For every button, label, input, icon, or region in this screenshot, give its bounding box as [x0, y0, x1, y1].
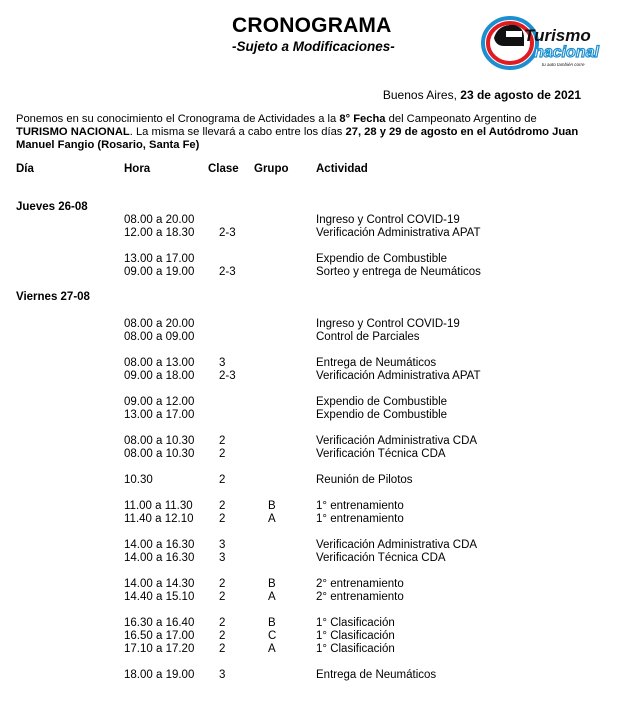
schedule-cell-hora: 08.00 a 20.00: [124, 318, 195, 330]
schedule-cell-hora: 18.00 a 19.00: [124, 669, 195, 681]
schedule-cell-clase: 2-3: [219, 370, 236, 382]
schedule-cell-clase: 2: [219, 591, 226, 603]
schedule-cell-hora: 13.00 a 17.00: [124, 409, 195, 421]
schedule-cell-actividad: Ingreso y Control COVID-19: [316, 318, 460, 330]
schedule-cell-actividad: Reunión de Pilotos: [316, 474, 413, 486]
schedule-cell-hora: 08.00 a 20.00: [124, 214, 195, 226]
schedule-cell-hora: 11.40 a 12.10: [124, 513, 194, 525]
column-header-actividad: Actividad: [316, 163, 368, 175]
intro-category: TURISMO NACIONAL: [16, 126, 130, 138]
schedule-cell-actividad: Verificación Administrativa APAT: [316, 227, 481, 239]
schedule-cell-actividad: Expendio de Combustible: [316, 253, 448, 265]
schedule-cell-hora: 08.00 a 10.30: [124, 448, 195, 460]
intro-text-1: Ponemos en su conocimiento el Cronograma de Actividades a la: [16, 113, 340, 125]
schedule-cell-actividad: Verificación Administrativa CDA: [316, 539, 478, 551]
schedule-cell-actividad: Expendio de Combustible: [316, 409, 448, 421]
schedule-cell-actividad: 1° entrenamiento: [316, 513, 404, 525]
schedule-cell-hora: 14.40 a 15.10: [124, 591, 195, 603]
schedule-cell-actividad: Verificación Técnica CDA: [316, 448, 446, 460]
day-label: Jueves 26-08: [16, 201, 88, 213]
schedule-cell-clase: 2: [219, 500, 226, 512]
schedule-cell-clase: 2: [219, 448, 226, 460]
schedule-cell-hora: 16.50 a 17.00: [124, 630, 195, 642]
logo-word-2: nacional: [534, 44, 599, 61]
dateline-date: 23 de agosto de 2021: [460, 88, 581, 102]
schedule-cell-hora: 16.30 a 16.40: [124, 617, 195, 629]
schedule-cell-actividad: Verificación Administrativa CDA: [316, 435, 478, 447]
schedule-cell-clase: 3: [219, 539, 226, 551]
schedule-cell-clase: 2-3: [219, 227, 236, 239]
schedule-cell-hora: 08.00 a 09.00: [124, 331, 195, 343]
schedule-cell-actividad: Expendio de Combustible: [316, 396, 448, 408]
schedule-cell-actividad: 2° entrenamiento: [316, 591, 404, 603]
schedule-cell-clase: 2: [219, 617, 226, 629]
schedule-cell-grupo: A: [268, 643, 276, 655]
schedule-cell-actividad: 1° entrenamiento: [316, 500, 404, 512]
schedule-cell-actividad: Verificación Técnica CDA: [316, 552, 446, 564]
dateline-place: Buenos Aires,: [382, 88, 461, 102]
schedule-cell-clase: 2-3: [219, 266, 236, 278]
schedule-cell-actividad: 1° Clasificación: [316, 643, 395, 655]
schedule-cell-actividad: Sorteo y entrega de Neumáticos: [316, 266, 481, 278]
document-title: CRONOGRAMA: [232, 14, 392, 37]
schedule-cell-grupo: C: [268, 630, 277, 642]
schedule-cell-hora: 17.10 a 17.20: [124, 643, 195, 655]
schedule-cell-grupo: B: [268, 500, 276, 512]
intro-paragraph: [16, 113, 586, 152]
logo-tagline: tu auto también corre: [542, 62, 585, 67]
intro-text-2: del Campeonato Argentino de: [385, 113, 537, 125]
schedule-cell-hora: 12.00 a 18.30: [124, 227, 195, 239]
schedule-cell-hora: 08.00 a 13.00: [124, 357, 195, 369]
schedule-cell-hora: 14.00 a 16.30: [124, 552, 195, 564]
turismo-nacional-logo: [480, 16, 614, 70]
schedule-cell-hora: 14.00 a 16.30: [124, 539, 195, 551]
schedule-cell-hora: 08.00 a 10.30: [124, 435, 195, 447]
schedule-cell-actividad: Entrega de Neumáticos: [316, 669, 437, 681]
schedule-cell-hora: 11.00 a 11.30: [124, 500, 193, 512]
schedule-cell-clase: 2: [219, 578, 226, 590]
schedule-cell-clase: 2: [219, 643, 226, 655]
schedule-cell-hora: 14.00 a 14.30: [124, 578, 195, 590]
schedule-cell-grupo: A: [268, 591, 276, 603]
schedule-cell-clase: 2: [219, 513, 226, 525]
schedule-cell-actividad: Verificación Administrativa APAT: [316, 370, 481, 382]
intro-days: 27, 28 y 29 de agosto en el Autódromo Juan Manuel Fangio (Rosario, Santa Fe): [16, 126, 579, 151]
schedule-cell-clase: 2: [219, 435, 226, 447]
schedule-cell-clase: 3: [219, 669, 226, 681]
logo-word-1: Turismo: [524, 26, 591, 45]
schedule-cell-clase: 3: [219, 357, 226, 369]
intro-fecha: 8° Fecha: [339, 113, 386, 125]
schedule-cell-clase: 2: [219, 474, 226, 486]
schedule-cell-grupo: B: [268, 578, 276, 590]
document-subtitle: -Sujeto a Modificaciones-: [232, 39, 395, 54]
schedule-cell-grupo: A: [268, 513, 276, 525]
schedule-cell-clase: 2: [219, 630, 226, 642]
schedule-cell-grupo: B: [268, 617, 276, 629]
schedule-cell-actividad: Entrega de Neumáticos: [316, 357, 437, 369]
dateline: [383, 88, 581, 102]
schedule-cell-hora: 09.00 a 18.00: [124, 370, 195, 382]
column-header-hora: Hora: [124, 163, 151, 175]
schedule-cell-actividad: Control de Parciales: [316, 331, 420, 343]
schedule-cell-hora: 09.00 a 19.00: [124, 266, 195, 278]
schedule-cell-hora: 13.00 a 17.00: [124, 253, 195, 265]
schedule-cell-actividad: 1° Clasificación: [316, 617, 395, 629]
schedule-cell-hora: 10.30: [124, 474, 153, 486]
intro-text-3: . La misma se llevará a cabo entre los días: [129, 126, 346, 138]
schedule-cell-actividad: 2° entrenamiento: [316, 578, 404, 590]
column-header-dia: Día: [16, 163, 34, 175]
schedule-cell-hora: 09.00 a 12.00: [124, 396, 195, 408]
schedule-cell-actividad: Ingreso y Control COVID-19: [316, 214, 460, 226]
column-header-grupo: Grupo: [254, 163, 289, 175]
column-header-clase: Clase: [208, 163, 239, 175]
schedule-cell-actividad: 1° Clasificación: [316, 630, 395, 642]
schedule-cell-clase: 3: [219, 552, 226, 564]
day-label: Viernes 27-08: [16, 291, 90, 303]
